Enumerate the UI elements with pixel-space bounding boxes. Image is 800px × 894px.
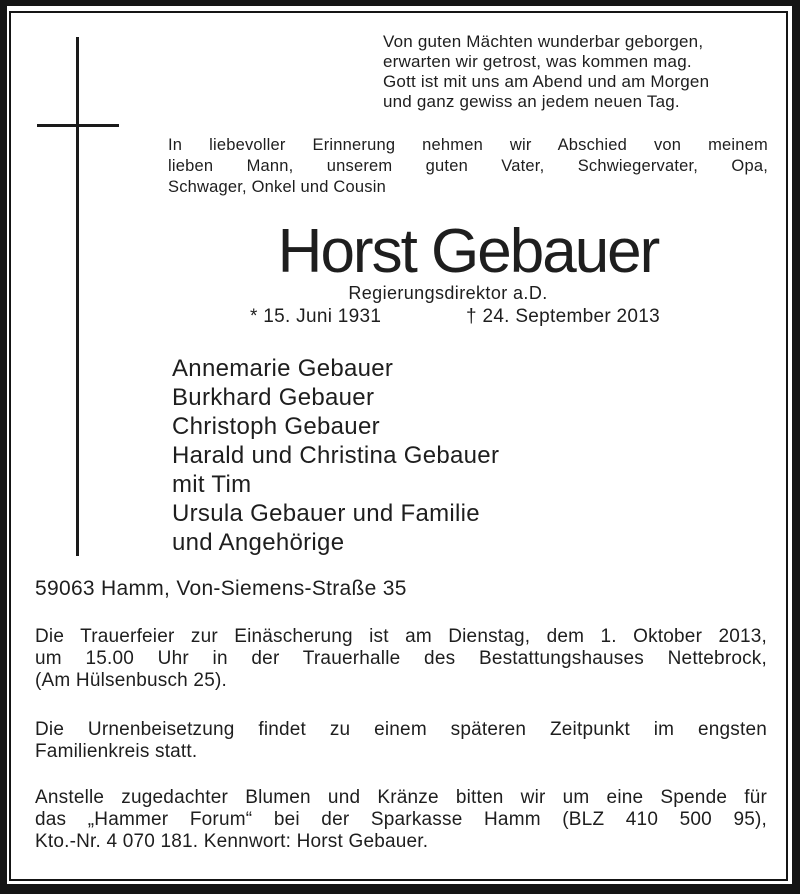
urn-info-line: Familienkreis statt. (35, 741, 198, 762)
urn-info-line: Die Urnenbeisetzung findet zu einem späteren Zeitpunkt im engsten (35, 719, 767, 740)
mourners-list (172, 354, 692, 557)
deceased-title: Regierungsdirektor a.D. (348, 283, 548, 303)
funeral-info-line: Die Trauerfeier zur Einäscherung ist am Dienstag, dem 1. Oktober 2013, (35, 626, 767, 647)
donation-info-line: Kto.-Nr. 4 070 181. Kennwort: Horst Gebauer. (35, 831, 429, 852)
mourner-entry: Harald und Christina Gebauer (172, 442, 500, 469)
intro-line: In liebevoller Erinnerung nehmen wir Abschied von meinem (168, 136, 768, 154)
deceased-name: Horst Gebauer (277, 217, 659, 286)
address-line: 59063 Hamm, Von-Siemens-Straße 35 (35, 577, 407, 600)
memorial-verse (383, 32, 785, 112)
donation-info (35, 787, 767, 853)
funeral-info-line: um 15.00 Uhr in der Trauerhalle des Bestattungshauses Nettebrock, (35, 648, 767, 669)
verse-line: Von guten Mächten wunderbar geborgen, (383, 32, 704, 51)
mourner-entry: Burkhard Gebauer (172, 384, 375, 411)
intro-line: Schwager, Onkel und Cousin (168, 178, 386, 196)
mourner-entry: und Angehörige (172, 529, 345, 556)
urn-info (35, 719, 767, 763)
mourner-entry: Christoph Gebauer (172, 413, 380, 440)
donation-info-line: das „Hammer Forum“ bei der Sparkasse Hamm (BLZ 410 500 95), (35, 809, 767, 830)
birth-date: * 15. Juni 1931 (250, 306, 382, 327)
cross-horizontal-bar (37, 124, 119, 127)
cross-vertical-bar (76, 37, 79, 556)
intro-text (168, 135, 768, 198)
funeral-info (35, 626, 767, 692)
intro-line: lieben Mann, unserem guten Vater, Schwiegervater, Opa, (168, 157, 768, 175)
verse-line: und ganz gewiss an jedem neuen Tag. (383, 92, 680, 111)
verse-line: Gott ist mit uns am Abend und am Morgen (383, 72, 710, 91)
mourner-entry: Ursula Gebauer und Familie (172, 500, 480, 527)
mourner-entry: mit Tim (172, 471, 252, 498)
mourner-entry: Annemarie Gebauer (172, 355, 394, 382)
donation-info-line: Anstelle zugedachter Blumen und Kränze bitten wir um eine Spende für (35, 787, 767, 808)
death-date: † 24. September 2013 (466, 306, 661, 327)
verse-line: erwarten wir getrost, was kommen mag. (383, 52, 692, 71)
funeral-info-line: (Am Hülsenbusch 25). (35, 670, 227, 691)
